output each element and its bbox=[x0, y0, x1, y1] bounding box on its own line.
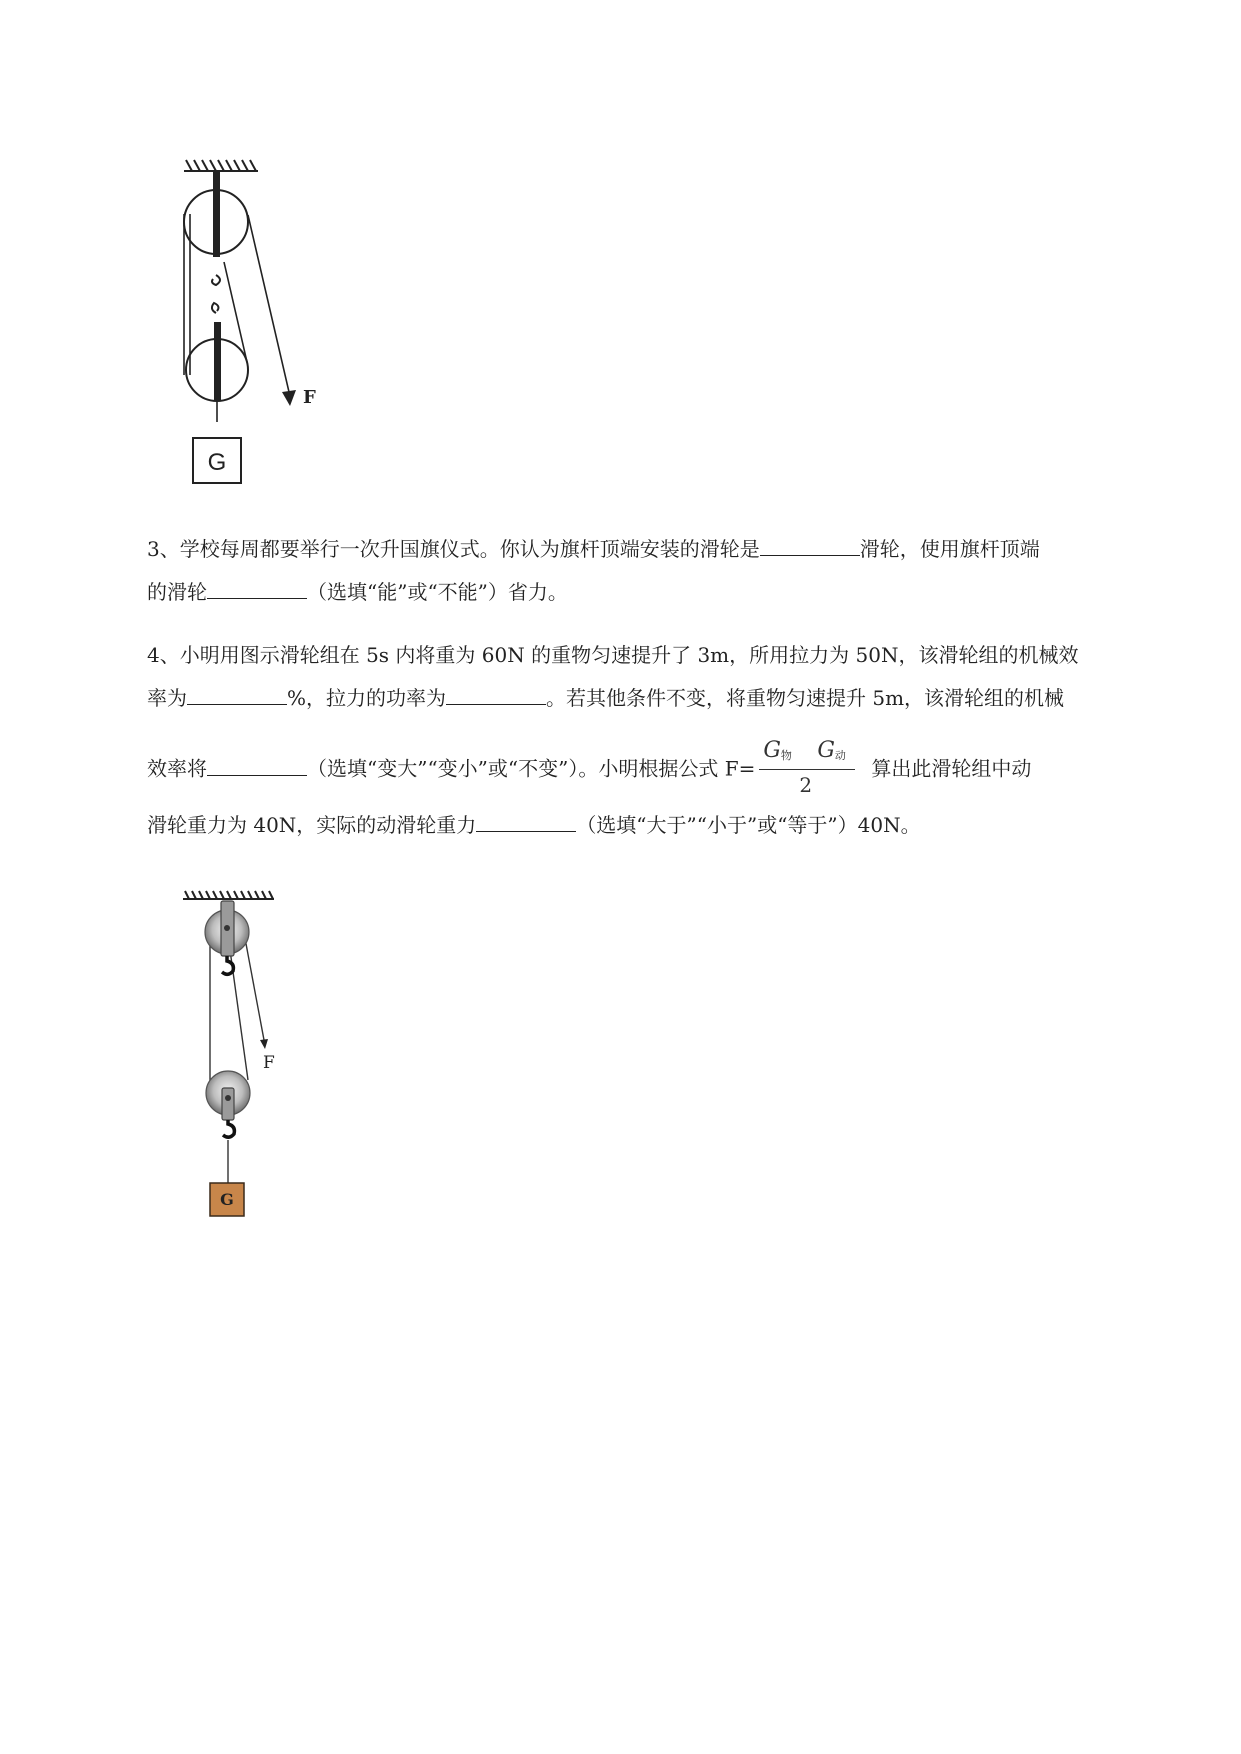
formula-fraction: $G_物$ $G_动$ 2 bbox=[759, 745, 859, 795]
q4-text: 效率将 bbox=[147, 756, 207, 781]
force-label: F bbox=[263, 1053, 275, 1073]
q4-line-2 bbox=[147, 686, 1064, 710]
q4-text: 率为 bbox=[147, 686, 187, 710]
pulley-bracket bbox=[222, 1088, 234, 1120]
q3-blank-1[interactable] bbox=[760, 537, 860, 556]
weight-label: G bbox=[220, 1190, 234, 1209]
q4-blank-efficiency[interactable] bbox=[187, 686, 287, 705]
hook-icon bbox=[223, 1120, 234, 1137]
q4-line-4 bbox=[147, 813, 921, 837]
q4-text: 算出此滑轮组中动 bbox=[871, 756, 1032, 781]
pulley-diagram-2 bbox=[180, 880, 320, 1220]
hook-icon bbox=[212, 275, 220, 285]
q4-text: %，拉力的功率为 bbox=[287, 686, 447, 710]
q4-text: （选填“大于”“小于”或“等于”）40N。 bbox=[576, 813, 921, 837]
q4-blank-power[interactable] bbox=[446, 686, 546, 705]
ceiling-hatch bbox=[184, 160, 258, 171]
formula-denominator: 2 bbox=[799, 773, 813, 797]
q4-line-3 bbox=[147, 738, 1032, 797]
q3-text: 3、学校每周都要举行一次升国旗仪式。你认为旗杆顶端安装的滑轮是 bbox=[147, 537, 760, 561]
pulley-axle bbox=[213, 171, 220, 257]
q4-text: 滑轮重力为 40N，实际的动滑轮重力 bbox=[147, 813, 477, 837]
hook-icon bbox=[212, 303, 219, 313]
q3-line-1 bbox=[147, 537, 1040, 561]
q4-blank-compare[interactable] bbox=[476, 813, 576, 832]
q3-text: 的滑轮 bbox=[147, 580, 207, 604]
pulley-axle bbox=[214, 322, 221, 400]
force-arrow-icon bbox=[282, 390, 296, 406]
ceiling-hatch bbox=[183, 891, 274, 899]
q4-text: 4、小明用图示滑轮组在 5s 内将重为 60N 的重物匀速提升了 3m，所用拉力为 50N，该滑轮组的机械效 bbox=[147, 643, 1079, 667]
rope bbox=[210, 933, 264, 1183]
q4-text: （选填“变大”“变小”或“不变”）。小明根据公式 F= bbox=[307, 756, 756, 781]
q3-line-2 bbox=[147, 580, 568, 604]
fraction-bar bbox=[759, 769, 855, 770]
force-arrow-icon bbox=[260, 1039, 268, 1049]
q4-blank-change[interactable] bbox=[207, 757, 307, 776]
q4-line-1 bbox=[147, 643, 1078, 667]
q3-blank-2[interactable] bbox=[207, 580, 307, 599]
q3-text: 滑轮，使用旗杆顶端 bbox=[859, 537, 1040, 561]
q3-text: （选填“能”或“不能”）省力。 bbox=[307, 580, 568, 604]
q4-text: 。若其他条件不变，将重物匀速提升 5m，该滑轮组的机械 bbox=[546, 686, 1065, 710]
force-label: F bbox=[303, 387, 316, 408]
weight-label: G bbox=[207, 449, 227, 476]
pulley-diagram-1 bbox=[150, 155, 350, 495]
